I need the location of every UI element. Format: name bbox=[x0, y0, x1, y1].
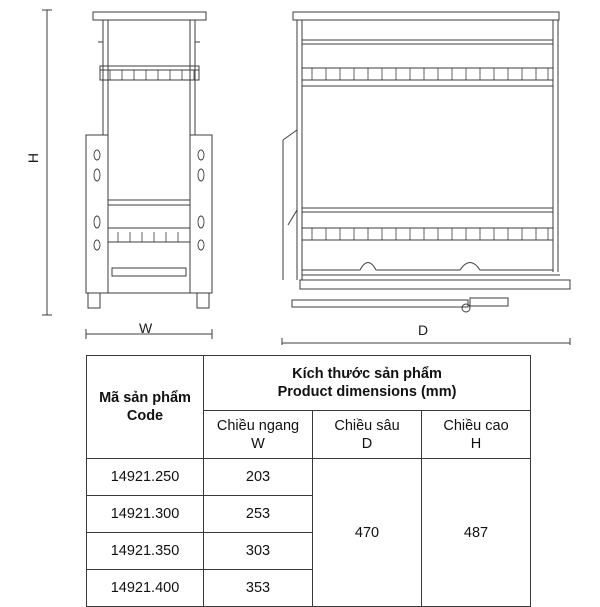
width-value-cell: 353 bbox=[204, 570, 313, 607]
dimensions-header-vi: Kích thước sản phẩm bbox=[292, 366, 442, 382]
depth-label: D bbox=[418, 322, 429, 338]
height-label: H bbox=[25, 152, 42, 164]
width-value-cell: 303 bbox=[204, 533, 313, 570]
product-code-cell: 14921.400 bbox=[87, 570, 204, 607]
width-value-cell: 203 bbox=[204, 459, 313, 496]
product-code-cell: 14921.250 bbox=[87, 459, 204, 496]
height-value-cell: 487 bbox=[422, 459, 531, 607]
front-view bbox=[86, 12, 212, 308]
side-view bbox=[283, 12, 570, 312]
code-header bbox=[87, 356, 204, 459]
width-header-en: W bbox=[251, 435, 265, 452]
depth-header bbox=[313, 411, 422, 459]
height-header bbox=[422, 411, 531, 459]
depth-dimension-line bbox=[282, 338, 570, 345]
width-header bbox=[204, 411, 313, 459]
code-header-vi: Mã sản phẩm bbox=[99, 390, 191, 406]
product-dimensions-table bbox=[86, 355, 531, 607]
depth-header-vi: Chiều sâu bbox=[334, 417, 400, 434]
height-header-vi: Chiều cao bbox=[443, 417, 509, 434]
height-dimension-line bbox=[42, 10, 52, 315]
product-code-cell: 14921.300 bbox=[87, 496, 204, 533]
width-label: W bbox=[139, 320, 153, 336]
height-header-en: H bbox=[470, 435, 482, 452]
depth-header-en: D bbox=[361, 435, 373, 452]
code-header-en: Code bbox=[126, 408, 164, 424]
depth-value-cell: 470 bbox=[313, 459, 422, 607]
dimensions-header-en: Product dimensions (mm) bbox=[277, 384, 457, 400]
dimensions-header bbox=[204, 356, 531, 411]
width-value-cell: 253 bbox=[204, 496, 313, 533]
product-code-cell: 14921.350 bbox=[87, 533, 204, 570]
width-header-vi: Chiều ngang bbox=[216, 417, 300, 434]
table-row bbox=[87, 459, 531, 496]
